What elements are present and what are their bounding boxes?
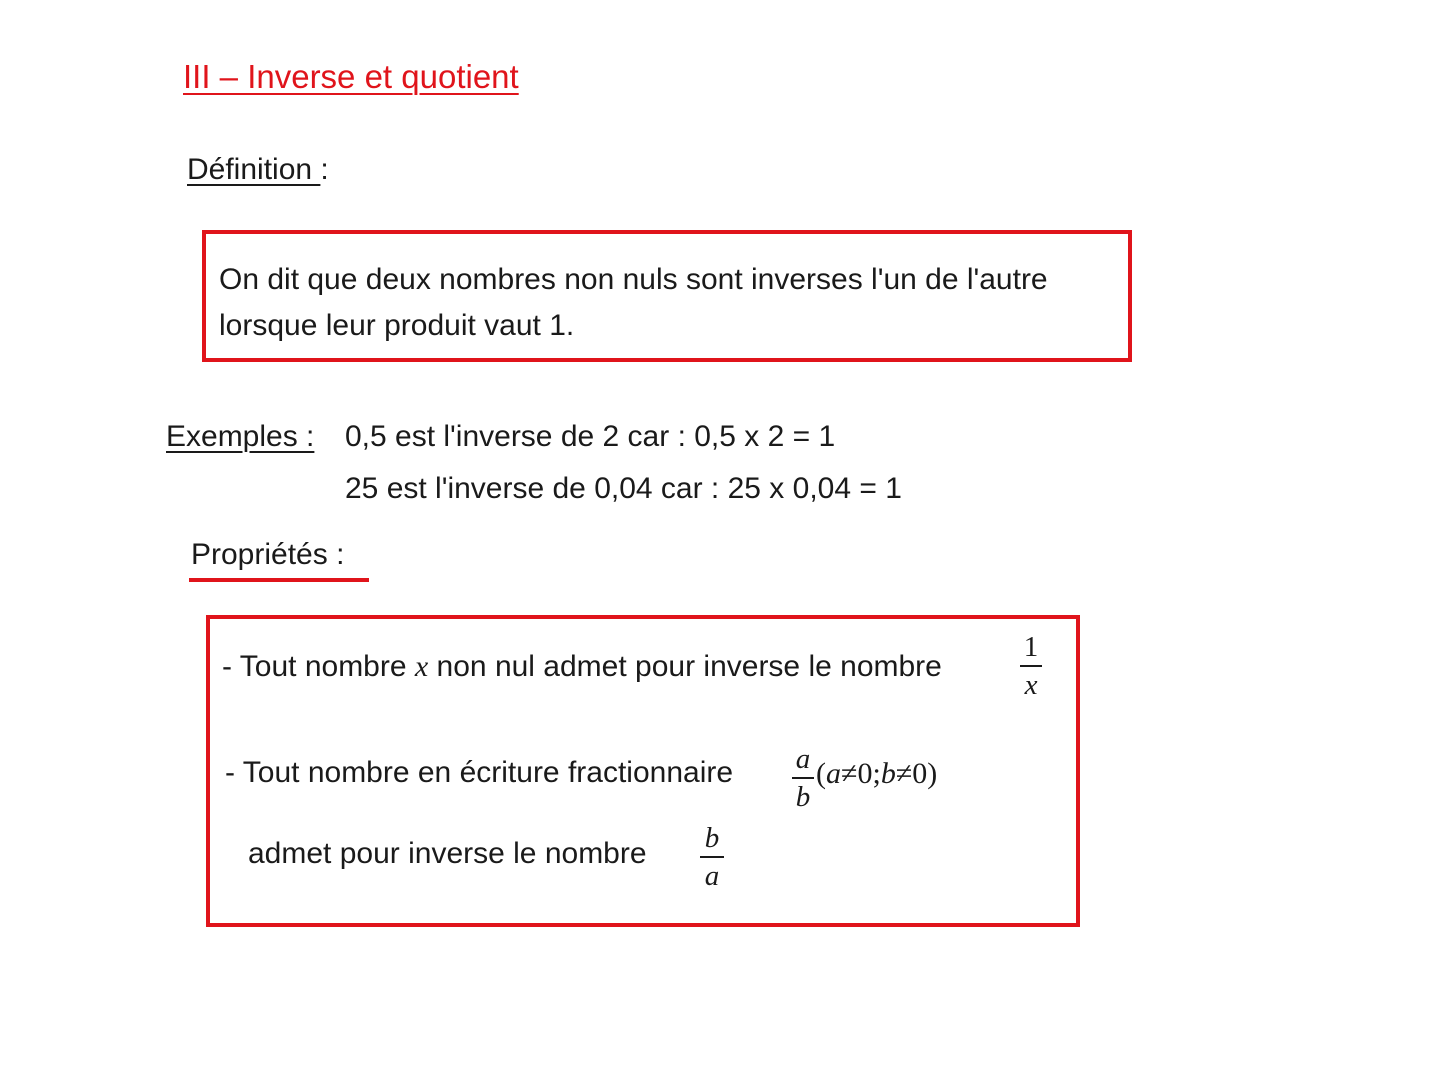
fraction-bar [1020,665,1042,667]
fraction-bar [700,856,724,858]
condition-mid: ≠0; [841,757,881,790]
condition-open: ( [816,757,826,790]
example-line-1: 0,5 est l'inverse de 2 car : 0,5 x 2 = 1 [345,420,836,453]
property-1-before: - Tout nombre [222,650,415,683]
definition-text-line-1: On dit que deux nombres non nuls sont inverses l'un de l'autre [219,263,1048,296]
properties-label: Propriétés : [191,538,345,571]
example-line-2: 25 est l'inverse de 0,04 car : 25 x 0,04 = 1 [345,472,902,505]
condition-var-b: b [880,757,896,790]
fraction-bar [792,777,814,779]
definition-label-text: Définition [187,153,321,186]
definition-text-line-2: lorsque leur produit vaut 1. [219,309,575,342]
fraction-one-over-x [1020,632,1042,700]
properties-underline [189,578,369,582]
fraction-b-over-a [700,823,724,891]
fraction-numerator: 1 [1023,631,1039,663]
fraction-numerator: a [795,743,811,775]
property-1-text [222,650,942,684]
examples-label-text: Exemples : [166,420,315,453]
fraction-numerator: b [704,822,720,854]
fraction-denominator: a [704,860,720,892]
examples-label [166,420,314,454]
definition-label [187,153,329,187]
section-title: III – Inverse et quotient [183,58,519,95]
fraction-condition [816,757,937,791]
property-2-text: - Tout nombre en écriture fractionnaire [225,756,734,789]
fraction-denominator: b [795,781,811,813]
property-3-text: admet pour inverse le nombre [248,837,647,870]
fraction-denominator: x [1024,669,1038,701]
condition-var-a: a [826,757,841,790]
definition-colon: : [320,153,329,186]
fraction-a-over-b [792,744,814,812]
condition-close: ≠0) [895,757,938,790]
property-1-variable: x [414,650,429,683]
property-1-after: non nul admet pour inverse le nombre [428,650,942,683]
